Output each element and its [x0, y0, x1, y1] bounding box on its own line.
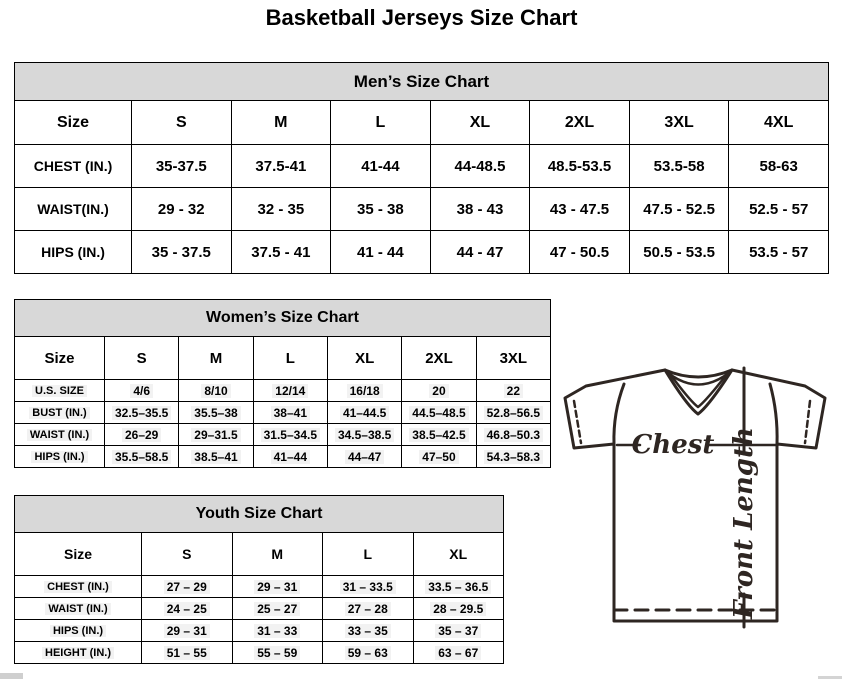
- size-cell: 35 - 37.5: [132, 231, 232, 274]
- table-row: [15, 402, 551, 424]
- table-row: [15, 598, 504, 620]
- youth-size-table: [14, 495, 504, 664]
- table-title-row: [15, 300, 551, 337]
- size-cell: 38–41: [253, 402, 327, 424]
- table-row: [15, 446, 551, 468]
- column-header: M: [231, 101, 331, 145]
- size-cell: 46.8–50.3: [476, 424, 550, 446]
- size-cell: 25 – 27: [232, 598, 323, 620]
- column-header: L: [331, 101, 431, 145]
- column-header: 2XL: [402, 337, 476, 380]
- size-cell: 27 – 29: [142, 576, 233, 598]
- womens-table-title: Women’s Size Chart: [15, 300, 551, 337]
- size-cell: 31 – 33: [232, 620, 323, 642]
- size-cell: 48.5-53.5: [530, 145, 630, 188]
- size-cell: 41–44.5: [327, 402, 401, 424]
- size-cell: 24 – 25: [142, 598, 233, 620]
- column-header: XL: [327, 337, 401, 380]
- size-cell: 35 – 37: [413, 620, 504, 642]
- row-label: HEIGHT (IN.): [15, 642, 142, 664]
- size-cell: 54.3–58.3: [476, 446, 550, 468]
- jersey-outline: [565, 370, 825, 621]
- size-cell: 31.5–34.5: [253, 424, 327, 446]
- size-cell: 53.5 - 57: [729, 231, 829, 274]
- column-header: L: [323, 533, 414, 576]
- table-row: [15, 620, 504, 642]
- table-row: [15, 642, 504, 664]
- size-header-row: [15, 101, 829, 145]
- size-header-row: [15, 533, 504, 576]
- table-row: [15, 380, 551, 402]
- size-cell: 33.5 – 36.5: [413, 576, 504, 598]
- row-label: U.S. SIZE: [15, 380, 105, 402]
- table-row: [15, 424, 551, 446]
- column-header: Size: [15, 533, 142, 576]
- size-cell: 44–47: [327, 446, 401, 468]
- size-cell: 34.5–38.5: [327, 424, 401, 446]
- row-label: HIPS (IN.): [15, 620, 142, 642]
- size-cell: 32 - 35: [231, 188, 331, 231]
- table-row: [15, 188, 829, 231]
- table-title-row: [15, 63, 829, 101]
- mens-table-title: Men’s Size Chart: [15, 63, 829, 101]
- size-cell: 32.5–35.5: [105, 402, 179, 424]
- collar-arc-outer: [665, 370, 732, 377]
- size-cell: 59 – 63: [323, 642, 414, 664]
- page-title: Basketball Jerseys Size Chart: [265, 5, 578, 30]
- right-cuff-dashed-line: [805, 401, 810, 443]
- size-cell: 47 - 50.5: [530, 231, 630, 274]
- size-cell: 41-44: [331, 145, 431, 188]
- column-header: 2XL: [530, 101, 630, 145]
- size-cell: 12/14: [253, 380, 327, 402]
- row-label: HIPS (IN.): [15, 446, 105, 468]
- left-cuff-dashed-line: [574, 401, 581, 443]
- size-cell: 35.5–38: [179, 402, 253, 424]
- size-cell: 51 – 55: [142, 642, 233, 664]
- size-cell: 37.5-41: [231, 145, 331, 188]
- table-title-row: [15, 496, 504, 533]
- size-cell: 16/18: [327, 380, 401, 402]
- front-length-label: Front Length: [729, 427, 759, 619]
- size-cell: 53.5-58: [629, 145, 729, 188]
- table-row: [15, 145, 829, 188]
- column-header: XL: [413, 533, 504, 576]
- mens-size-table: [14, 62, 829, 274]
- size-cell: 50.5 - 53.5: [629, 231, 729, 274]
- size-cell: 41 - 44: [331, 231, 431, 274]
- size-cell: 22: [476, 380, 550, 402]
- jersey-diagram: [560, 357, 836, 633]
- column-header: XL: [430, 101, 530, 145]
- column-header: L: [253, 337, 327, 380]
- size-cell: 44-48.5: [430, 145, 530, 188]
- size-cell: 47–50: [402, 446, 476, 468]
- size-cell: 38 - 43: [430, 188, 530, 231]
- size-cell: 35 - 38: [331, 188, 431, 231]
- size-cell: 41–44: [253, 446, 327, 468]
- column-header: 3XL: [629, 101, 729, 145]
- size-cell: 28 – 29.5: [413, 598, 504, 620]
- column-header: S: [142, 533, 233, 576]
- size-cell: 38.5–42.5: [402, 424, 476, 446]
- size-cell: 35.5–58.5: [105, 446, 179, 468]
- size-cell: 52.5 - 57: [729, 188, 829, 231]
- size-cell: 29 - 32: [132, 188, 232, 231]
- size-cell: 29 – 31: [232, 576, 323, 598]
- column-header: S: [105, 337, 179, 380]
- size-cell: 8/10: [179, 380, 253, 402]
- size-cell: 4/6: [105, 380, 179, 402]
- table-row: [15, 231, 829, 274]
- chest-label: Chest: [631, 430, 715, 460]
- column-header: Size: [15, 337, 105, 380]
- column-header: S: [132, 101, 232, 145]
- row-label: WAIST (IN.): [15, 424, 105, 446]
- size-cell: 58-63: [729, 145, 829, 188]
- size-cell: 31 – 33.5: [323, 576, 414, 598]
- size-cell: 63 – 67: [413, 642, 504, 664]
- size-cell: 33 – 35: [323, 620, 414, 642]
- column-header: 4XL: [729, 101, 829, 145]
- size-cell: 26–29: [105, 424, 179, 446]
- row-label: CHEST (IN.): [15, 576, 142, 598]
- column-header: M: [179, 337, 253, 380]
- size-cell: 44 - 47: [430, 231, 530, 274]
- size-header-row: [15, 337, 551, 380]
- womens-size-table: [14, 299, 551, 468]
- row-label: WAIST (IN.): [15, 598, 142, 620]
- size-cell: 35-37.5: [132, 145, 232, 188]
- size-cell: 52.8–56.5: [476, 402, 550, 424]
- row-label: HIPS (IN.): [15, 231, 132, 274]
- size-cell: 44.5–48.5: [402, 402, 476, 424]
- youth-table-title: Youth Size Chart: [15, 496, 504, 533]
- right-armhole-seam: [770, 384, 777, 444]
- size-cell: 29 – 31: [142, 620, 233, 642]
- row-label: BUST (IN.): [15, 402, 105, 424]
- size-cell: 47.5 - 52.5: [629, 188, 729, 231]
- column-header: Size: [15, 101, 132, 145]
- table-row: [15, 576, 504, 598]
- bottom-left-fragment: [0, 673, 23, 679]
- column-header: 3XL: [476, 337, 550, 380]
- row-label: WAIST(IN.): [15, 188, 132, 231]
- size-cell: 55 – 59: [232, 642, 323, 664]
- size-cell: 38.5–41: [179, 446, 253, 468]
- size-cell: 20: [402, 380, 476, 402]
- size-cell: 27 – 28: [323, 598, 414, 620]
- row-label: CHEST (IN.): [15, 145, 132, 188]
- size-cell: 29–31.5: [179, 424, 253, 446]
- size-cell: 37.5 - 41: [231, 231, 331, 274]
- left-armhole-seam: [614, 384, 624, 444]
- size-cell: 43 - 47.5: [530, 188, 630, 231]
- column-header: M: [232, 533, 323, 576]
